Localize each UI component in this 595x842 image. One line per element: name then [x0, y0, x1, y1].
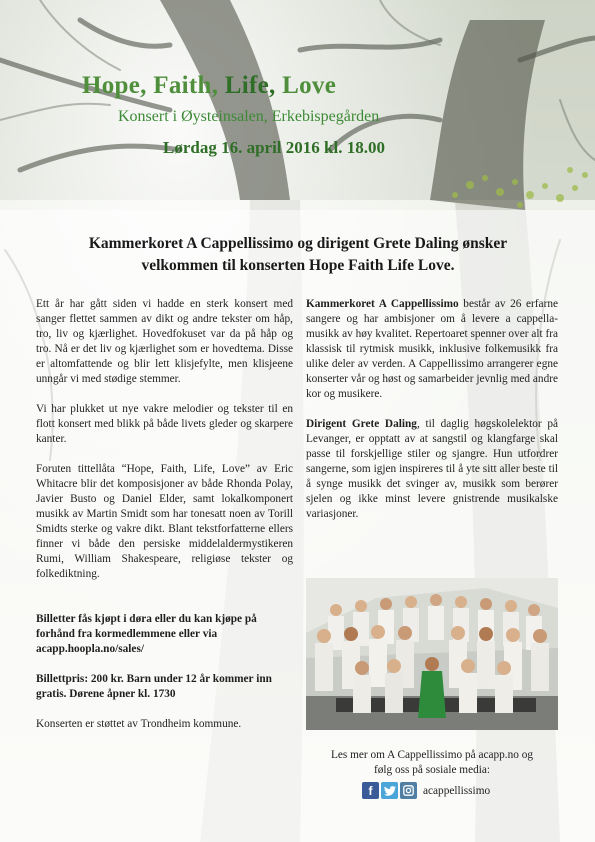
conductor-name: Dirigent Grete Daling	[306, 418, 417, 430]
ticket-price: Billettpris: 200 kr. Barn under 12 år kommer inn gratis. Dørene åpner kl. 1730	[36, 673, 272, 700]
choir-description: består av 26 erfarne sangere og har ambisjoner om å levere a cappella-musikk av høy kvalitet. Repertoaret spenner over alt fra klassisk til rytmisk musikk, inklusive folkemusikk fra ulike deler av verden. A Cappellissimo arrangerer egne konserter vår og høst og samarbeider jevnlig med andre kor og musikere.	[306, 298, 558, 400]
event-title	[82, 72, 336, 100]
follow-line-1: Les mer om A Cappellissimo på acapp.no og	[330, 749, 534, 761]
social-media-row	[362, 782, 490, 799]
sponsor-note: Konserten er støttet av Trondheim kommune.	[36, 718, 242, 730]
intro-heading	[36, 233, 560, 277]
event-title-part2: Love	[275, 72, 337, 99]
left-column	[36, 297, 293, 732]
event-venue: Konsert i Øysteinsalen, Erkebispegården	[118, 108, 380, 125]
intro-line-2: velkommen til konserten Hope Faith Life Love.	[141, 257, 455, 274]
paragraph-melodies: Vi har plukket ut nye vakre melodier og tekster til en flott konsert med blikk på både livets gleder og skarpere kanter.	[36, 403, 293, 445]
twitter-icon[interactable]	[381, 782, 398, 799]
paragraph-repertoire: Foruten tittellåta “Hope, Faith, Life, Love” av Eric Whitacre blir det komposisjoner av både Rhonda Polay, Javier Busto og Daniel Elder, samt lokalkomponert musikk av Martin Smidt som har tonesatt noen av Torill Smidts sterke og vakre dikt. Blant tekstforfatterne ellers finner vi både den persiske middelaldermystikeren Rumi, William Shakespeare, religiøse tekster og folkediktning.	[36, 463, 293, 580]
conductor-paragraph	[306, 417, 558, 522]
event-title-part1: Hope, Faith,	[82, 72, 225, 99]
conductor-description: , til daglig høgskolelektor på Levanger, er opptatt av at sangstil og klangfarge skal passe til forskjellige stiler og sjangre. Hun utfordrer sangerne, som igjen inspireres til å yte sitt aller beste til å synge musikk det svinger av, musikk som berører sjelen og ikke minst levere gnistrende musikalske variasjoner.	[306, 418, 558, 520]
event-title-life: Life,	[224, 72, 276, 99]
facebook-icon[interactable]: f	[362, 782, 379, 799]
social-handle[interactable]: acappellissimo	[423, 784, 491, 797]
right-column	[306, 297, 558, 522]
intro-line-1: Kammerkoret A Cappellissimo og dirigent Grete Daling ønsker	[88, 235, 508, 252]
ticket-info: Billetter fås kjøpt i døra eller du kan kjøpe på forhånd fra kormedlemmene eller via acapp.hoopla.no/sales/	[36, 613, 257, 655]
choir-paragraph	[306, 297, 558, 402]
paragraph-intro: Ett år har gått siden vi hadde en sterk konsert med sanger flettet sammen av dikt og andre tekster om håp, tro, liv og kjærlighet. Hovedfokuset var da på håp og tro. Nå er det liv og kjærlighet som er hovedtema. Disse er altomfattende og blir lett klisjefylte, men klisjeene unngår vi med stødige stemmer.	[36, 298, 293, 385]
event-date: Lørdag 16. april 2016 kl. 18.00	[163, 138, 385, 157]
instagram-icon[interactable]	[400, 782, 417, 799]
choir-name: Kammerkoret A Cappellissimo	[306, 298, 459, 310]
choir-photo	[306, 578, 558, 730]
follow-text	[306, 748, 558, 778]
follow-line-2: følg oss på sosiale media:	[373, 764, 491, 776]
